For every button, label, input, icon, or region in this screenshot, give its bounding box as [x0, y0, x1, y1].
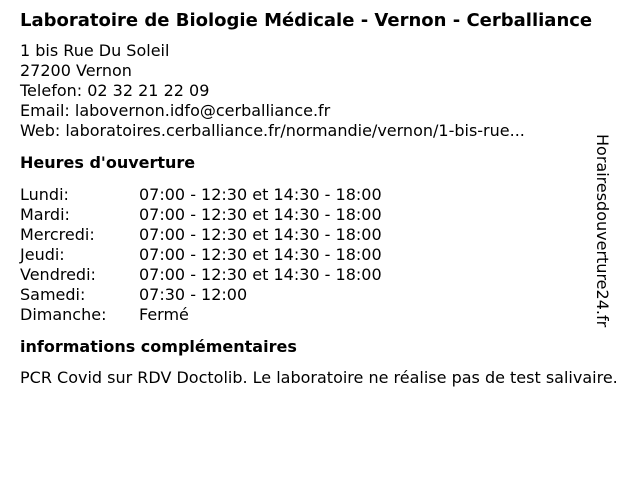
day-hours: 07:00 - 12:30 et 14:30 - 18:00 [139, 245, 382, 264]
site-watermark: Horairesdouverture24.fr [593, 134, 612, 328]
email-line: Email: labovernon.idfo@cerballiance.fr [20, 101, 331, 120]
day-label: Vendredi: [20, 265, 96, 284]
day-label: Samedi: [20, 285, 86, 304]
city-postcode: 27200 Vernon [20, 61, 132, 80]
hours-row-saturday [20, 285, 382, 305]
hours-row-friday [20, 265, 382, 285]
street-address: 1 bis Rue Du Soleil [20, 41, 170, 60]
day-label: Dimanche: [20, 305, 107, 324]
hours-row-thursday [20, 245, 382, 265]
day-label: Mercredi: [20, 225, 95, 244]
day-hours: 07:00 - 12:30 et 14:30 - 18:00 [139, 205, 382, 224]
additional-info-text: PCR Covid sur RDV Doctolib. Le laboratoire ne réalise pas de test salivaire. [20, 368, 618, 387]
day-label: Lundi: [20, 185, 69, 204]
hours-row-wednesday [20, 225, 382, 245]
address-block [20, 41, 620, 141]
day-label: Mardi: [20, 205, 70, 224]
day-hours: 07:00 - 12:30 et 14:30 - 18:00 [139, 185, 382, 204]
hours-row-monday [20, 185, 382, 205]
additional-info-heading: informations complémentaires [20, 337, 297, 356]
opening-hours-table [20, 185, 382, 325]
hours-row-sunday [20, 305, 382, 325]
opening-hours-heading: Heures d'ouverture [20, 153, 196, 172]
page-title: Laboratoire de Biologie Médicale - Vernon - Cerballiance [20, 10, 593, 31]
listing-page [20, 10, 620, 388]
day-hours: 07:30 - 12:00 [139, 285, 248, 304]
day-hours: 07:00 - 12:30 et 14:30 - 18:00 [139, 225, 382, 244]
web-line: Web: laboratoires.cerballiance.fr/normandie/vernon/1-bis-rue... [20, 121, 525, 140]
phone-line: Telefon: 02 32 21 22 09 [20, 81, 210, 100]
day-label: Jeudi: [20, 245, 65, 264]
day-hours: Fermé [139, 305, 189, 324]
day-hours: 07:00 - 12:30 et 14:30 - 18:00 [139, 265, 382, 284]
hours-row-tuesday [20, 205, 382, 225]
